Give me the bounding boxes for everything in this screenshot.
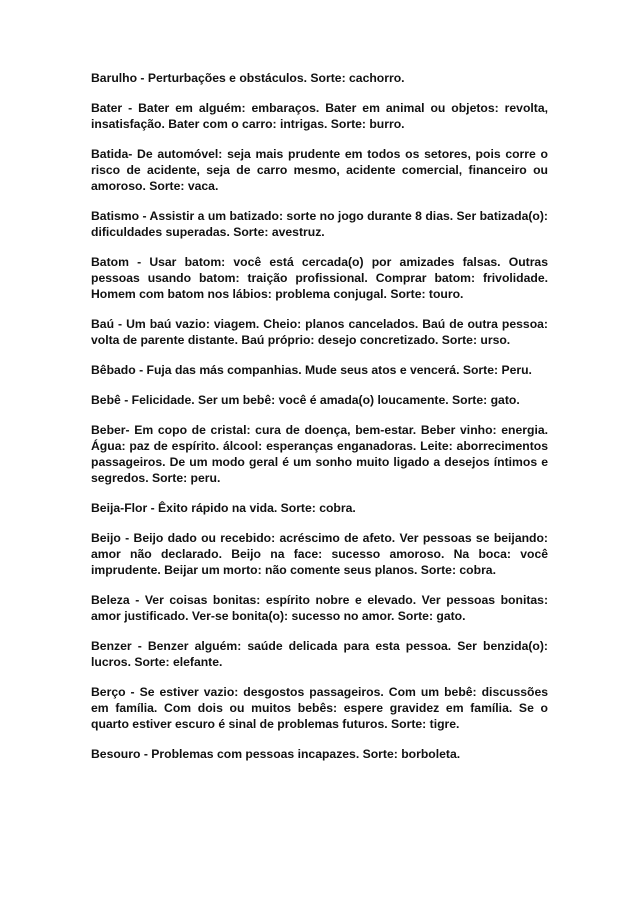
entry-batismo: Batismo - Assistir a um batizado: sorte no jogo durante 8 dias. Ser batizada(o): dificuldades superadas. Sorte: avestruz. [91, 209, 548, 239]
entry-batida: Batida- De automóvel: seja mais prudente em todos os setores, pois corre o risco de acidente, seja de carro mesmo, acidente comercial, financeiro ou amoroso. Sorte: vaca. [91, 147, 548, 193]
entry-besouro: Besouro - Problemas com pessoas incapazes. Sorte: borboleta. [91, 747, 461, 761]
entry-beijo: Beijo - Beijo dado ou recebido: acréscimo de afeto. Ver pessoas se beijando: amor não declarado. Beijo na face: sucesso amoroso. Na boca: você imprudente. Beijar um morto: não comente seus planos. Sorte: cobra. [91, 531, 548, 577]
entry-beber: Beber- Em copo de cristal: cura de doença, bem-estar. Beber vinho: energia. Água: paz de espírito. álcool: esperanças enganadoras. Leite: aborrecimentos passageiros. De um modo geral é um sonho muito ligado a desejos íntimos e segredos. Sorte: peru. [91, 423, 548, 485]
entry-beija-flor: Beija-Flor - Êxito rápido na vida. Sorte: cobra. [91, 501, 356, 515]
entry-bebado: Bêbado - Fuja das más companhias. Mude seus atos e vencerá. Sorte: Peru. [91, 363, 532, 377]
dictionary-text [91, 70, 548, 776]
entry-beleza: Beleza - Ver coisas bonitas: espírito nobre e elevado. Ver pessoas bonitas: amor justificado. Ver-se bonita(o): sucesso no amor. Sorte: gato. [91, 593, 548, 623]
entry-berco: Berço - Se estiver vazio: desgostos passageiros. Com um bebê: discussões em família. Com dois ou muitos bebês: espere gravidez em família. Se o quarto estiver escuro é sinal de problemas futuros. Sorte: tigre. [91, 685, 548, 731]
entry-bater: Bater - Bater em alguém: embaraços. Bater em animal ou objetos: revolta, insatisfação. Bater com o carro: intrigas. Sorte: burro. [91, 101, 548, 131]
entry-bau: Baú - Um baú vazio: viagem. Cheio: planos cancelados. Baú de outra pessoa: volta de parente distante. Baú próprio: desejo concretizado. Sorte: urso. [91, 317, 548, 347]
entry-batom: Batom - Usar batom: você está cercada(o) por amizades falsas. Outras pessoas usando batom: traição profissional. Comprar batom: frivolidade. Homem com batom nos lábios: problema conjugal. Sorte: touro. [91, 255, 548, 301]
entry-barulho: Barulho - Perturbações e obstáculos. Sorte: cachorro. [91, 71, 405, 85]
entry-bebe: Bebê - Felicidade. Ser um bebê: você é amada(o) loucamente. Sorte: gato. [91, 393, 520, 407]
entry-benzer: Benzer - Benzer alguém: saúde delicada para esta pessoa. Ser benzida(o): lucros. Sorte: elefante. [91, 639, 548, 669]
